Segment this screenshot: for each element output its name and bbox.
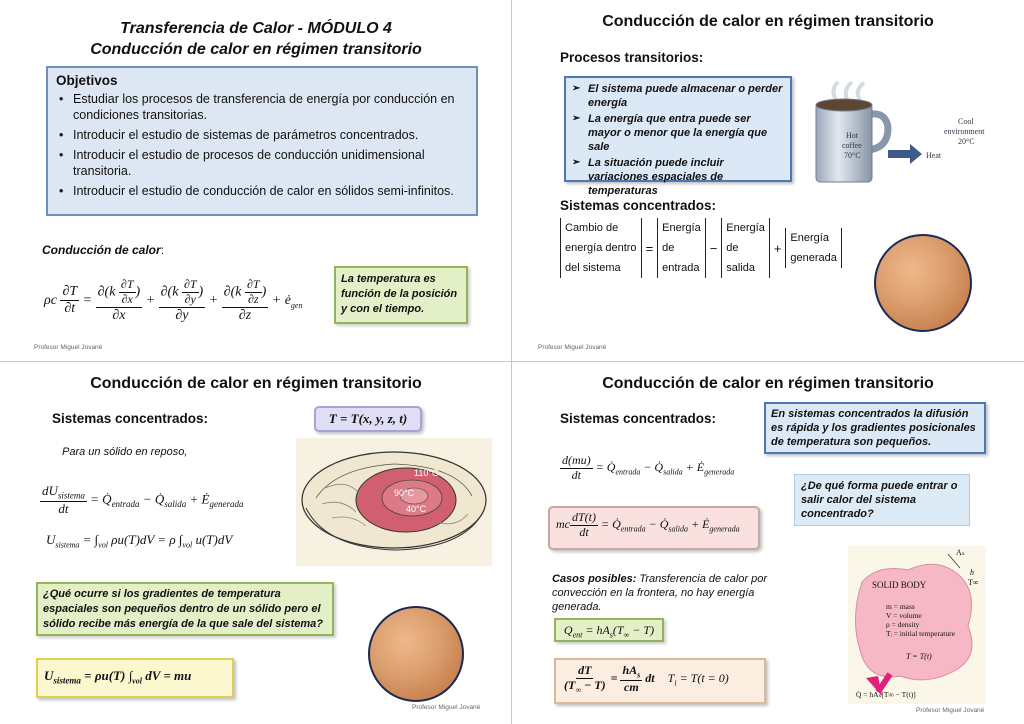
- balance-text: salida: [726, 262, 756, 274]
- conduction-colon: :: [160, 243, 165, 257]
- svg-text:Cool: Cool: [958, 117, 974, 126]
- transient-bullets-box: [564, 76, 792, 197]
- balance-text: Energía: [790, 232, 829, 244]
- lumped-sphere: [874, 234, 972, 332]
- svg-text:70°C: 70°C: [844, 151, 861, 160]
- balance-minus: −: [709, 240, 718, 256]
- coffee-mug-icon: [808, 80, 1008, 190]
- balance-text: de: [662, 242, 675, 254]
- slide-4-footer: Profesor Miguel Jované: [916, 707, 985, 714]
- balance-text: del sistema: [565, 262, 621, 274]
- solid-body-props: [886, 602, 955, 638]
- balance-equals: =: [645, 240, 654, 256]
- transient-bullet: ➢ La situación puede incluir variaciones espaciales de temperaturas: [572, 156, 784, 198]
- slide-4-title: Conducción de calor en régimen transitorio: [602, 375, 934, 392]
- transient-bullet: ➢ El sistema puede almacenar o perder energía: [572, 82, 784, 110]
- lumped-heading-2: Sistemas concentrados:: [560, 198, 717, 213]
- cases-text: Transferencia de calor por convección en la frontera, no hay energía generada.: [552, 573, 767, 613]
- lumped-heading-3: Sistemas concentrados:: [52, 411, 209, 426]
- coffee-mug-figure: [808, 80, 1008, 190]
- internal-energy-equation: $U_{sistema} = \int_{vol}$ ρu(T)dV = ρ $\int_{vol}$ u(T)dV: [46, 532, 233, 550]
- balance-text: entrada: [662, 262, 700, 274]
- objectives-list: [56, 91, 468, 199]
- prop-volume: V = volume: [886, 611, 922, 620]
- objectives-box: [46, 66, 478, 216]
- prop-initial-temp: Tᵢ = initial temperature: [886, 629, 955, 638]
- solid-body-label: SOLID BODY: [872, 580, 927, 590]
- balance-text: de: [726, 242, 739, 254]
- lumped-energy-equation: $\frac{d(mu)}{dt}$ = $Q̇_{entrada}$ − $Q̇_{salida}$ + $Ė_{generada}$: [562, 453, 735, 482]
- slide-2-footer: Profesor Miguel Jované: [538, 344, 607, 351]
- objective-item: • Introducir el estudio de conducción de calor en sólidos semi-infinitos.: [56, 183, 468, 199]
- balance-text: energía dentro: [565, 242, 637, 254]
- objective-item: • Estudiar los procesos de transferencia de energía por conducción en condiciones transitorias.: [56, 91, 468, 123]
- processes-heading: Procesos transitorios:: [560, 50, 704, 65]
- slide-3: [0, 362, 512, 724]
- energy-rate-equation: $\frac{dU_{sistema}}{dt}$ = $Q̇_{entrada}$ − $Q̇_{salida}$ + $Ė_{generada}$: [42, 483, 244, 516]
- slide-4: [512, 362, 1024, 724]
- roast-cross-section-icon: [296, 438, 492, 566]
- area-label: Aₛ: [956, 548, 965, 557]
- svg-text:20°C: 20°C: [958, 137, 975, 146]
- roast-temp-label: 90°C: [394, 488, 415, 498]
- slide-1-footer: Profesor Miguel Jované: [34, 344, 103, 351]
- t-inf-label: T∞: [968, 578, 979, 587]
- svg-text:environment: environment: [944, 127, 985, 136]
- balance-term-out: [721, 218, 770, 278]
- system-energy-box: $U_{sistema} = \rho u(T)$ $\int_{vol}$ dV = mu: [36, 658, 234, 698]
- objectives-heading: Objetivos: [56, 73, 118, 88]
- slide-3-footer: Profesor Miguel Jované: [412, 704, 481, 711]
- t-of-t-label: T = T(t): [906, 652, 932, 661]
- solid-body-figure: [848, 546, 986, 704]
- conduction-label: Conducción de calor: [42, 243, 161, 257]
- q-dot-label: Q̇ = hAₛ[T∞ − T(t)]: [856, 690, 916, 699]
- mc-dTdt-equation-box: mc $\frac{dT(t)}{dt}$ = $Q̇_{entrada}$ − $Q̇_{salida}$ + $Ė_{generada}$: [548, 506, 760, 550]
- lumped-sphere: [368, 606, 464, 702]
- lumped-heading-4: Sistemas concentrados:: [560, 411, 717, 426]
- balance-term-gen: [785, 228, 842, 268]
- transient-bullets: [572, 82, 784, 198]
- slide-3-title: Conducción de calor en régimen transitorio: [90, 375, 422, 392]
- slide-2-title: Conducción de calor en régimen transitorio: [602, 13, 934, 30]
- prop-mass: m = mass: [886, 602, 915, 611]
- balance-plus: +: [773, 240, 782, 256]
- lumped-ode-box: $\frac{dT}{(T_\infty - T)}$ = $\frac{hA_s}{cm}$ dt $T_i = T(t = 0)$: [554, 658, 766, 704]
- balance-text: Cambio de: [565, 222, 619, 234]
- slide-1-title-line1: Transferencia de Calor - MÓDULO 4: [120, 20, 392, 37]
- objective-item: • Introducir el estudio de procesos de conducción unidimensional transitoria.: [56, 147, 468, 179]
- objective-item: • Introducir el estudio de sistemas de parámetros concentrados.: [56, 127, 468, 143]
- slide-1-title-line2: Conducción de calor en régimen transitorio: [90, 41, 422, 58]
- balance-term-in: [657, 218, 706, 278]
- heat-question-box: ¿De qué forma puede entrar o salir calor del sistema concentrado?: [794, 474, 970, 526]
- roast-temp-label: 110°C: [414, 468, 439, 478]
- roast-temp-label: 40°C: [406, 504, 427, 514]
- convection-equation-box: $Q_{ent} = hA_s(T_\infty - T)$: [554, 618, 664, 642]
- diffusion-info-box: En sistemas concentrados la difusión es rápida y los gradientes posicionales de temperatura son pequeños.: [764, 402, 986, 454]
- svg-text:Hot: Hot: [846, 131, 858, 140]
- possible-cases: [552, 572, 786, 614]
- transient-bullet: ➢ La energía que entra puede ser mayor o menor que la energía que sale: [572, 112, 784, 154]
- svg-text:coffee: coffee: [842, 141, 862, 150]
- h-label: h: [970, 568, 974, 577]
- balance-text: Energía: [662, 222, 701, 234]
- temperature-function-box: T = T(x, y, z, t): [314, 406, 422, 432]
- balance-text: generada: [790, 252, 837, 264]
- temperature-note: La temperatura es función de la posición y con el tiempo.: [334, 266, 468, 324]
- slide-1: [0, 0, 512, 362]
- balance-text: Energía: [726, 222, 765, 234]
- roast-figure: [296, 438, 492, 566]
- heat-equation: ρc $\frac{\partial T}{\partial t}$ = ∂(k $\frac{\partial T}{\partial x}$ ) ∂x + ∂(k $\frac{\partial T}{\partial y}$ ) ∂y + ∂(k $\frac{\partial T}{\partial z}$ ) ∂z + $ė_{gen}$: [44, 277, 303, 323]
- solid-at-rest-text: Para un sólido en reposo,: [62, 446, 188, 458]
- balance-term-change: [560, 218, 642, 278]
- cases-label: Casos posibles:: [552, 573, 637, 585]
- svg-text:Heat: Heat: [926, 151, 942, 160]
- gradient-question-box: ¿Qué ocurre si los gradientes de temperatura espaciales son pequeños dentro de un sólido pero el sólido recibe más energía de la que sale del sistema?: [36, 582, 334, 636]
- conduction-label-row: [42, 243, 164, 257]
- slide-2: [512, 0, 1024, 362]
- prop-density: ρ = density: [886, 620, 920, 629]
- energy-balance: [560, 218, 842, 278]
